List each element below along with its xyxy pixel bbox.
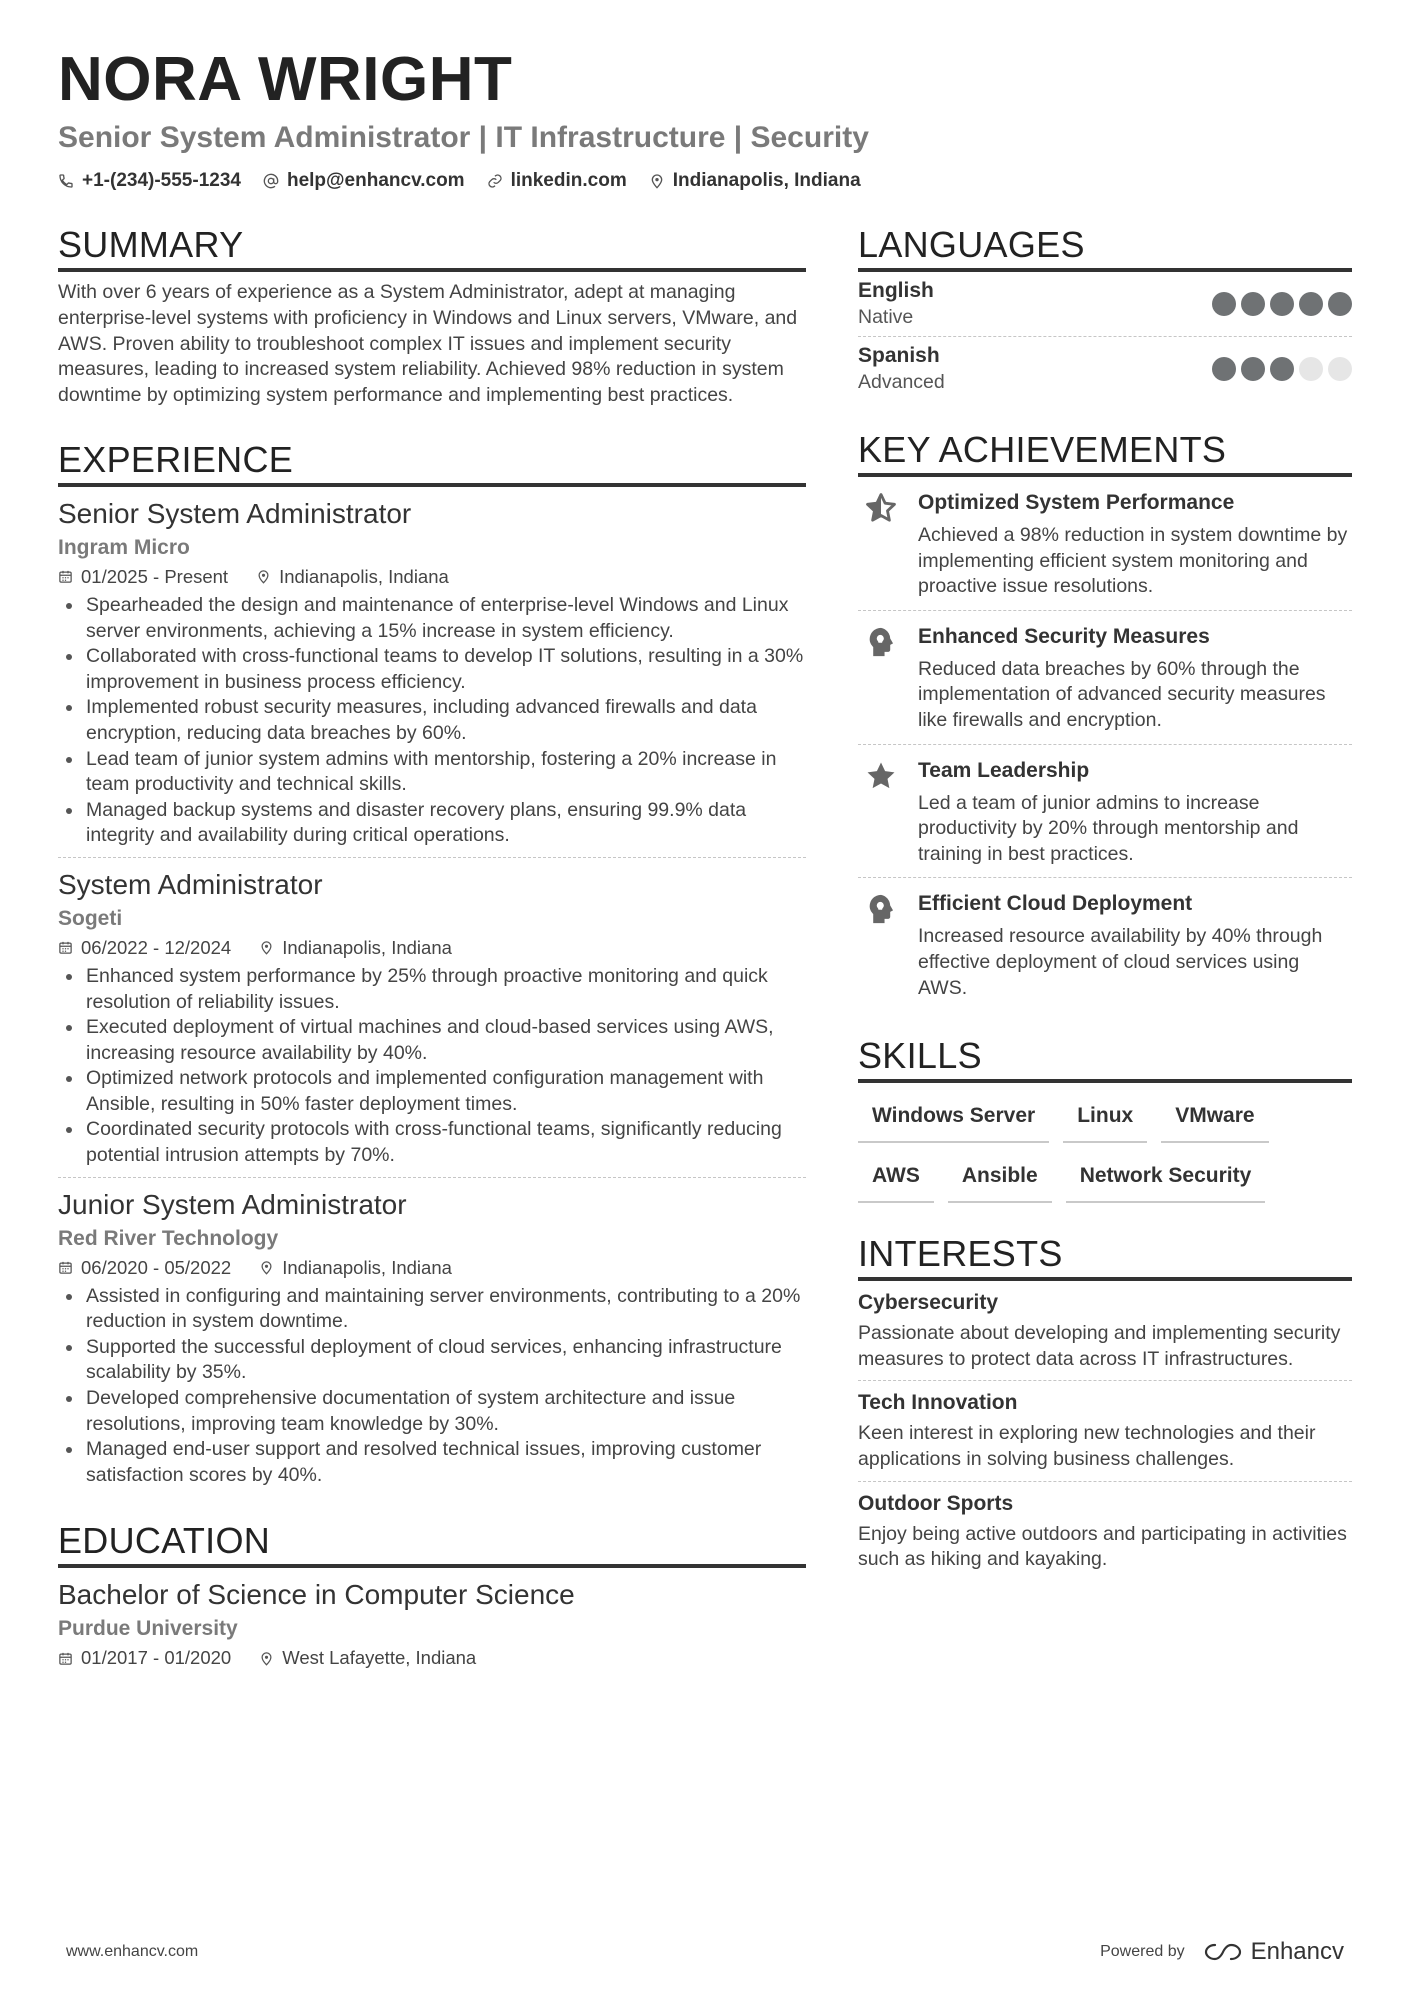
interests-section xyxy=(858,1233,1352,1581)
job-dates xyxy=(58,563,228,591)
achievement-title: Team Leadership xyxy=(918,758,1090,782)
powered-by-label: Powered by xyxy=(1100,1943,1185,1960)
company-name: Ingram Micro xyxy=(58,535,190,559)
skill-tag: Windows Server xyxy=(858,1097,1049,1143)
job-bullet: Coordinated security protocols with cross-functional teams, significantly reducing potential intrusion attempts by 70%. xyxy=(58,1117,806,1168)
language-level: Native xyxy=(858,306,914,328)
achievement-title: Optimized System Performance xyxy=(918,491,1235,514)
job-bullet: Developed comprehensive documentation of system architecture and issue resolutions, improving team knowledge by 30%. xyxy=(58,1386,806,1437)
interest-title: Outdoor Sports xyxy=(858,1491,1014,1515)
summary-section xyxy=(58,224,806,409)
achievement-title: Efficient Cloud Deployment xyxy=(918,892,1193,916)
left-column xyxy=(58,224,806,1680)
language-item xyxy=(858,272,1352,337)
job-dates xyxy=(58,1254,231,1282)
interest-desc: Keen interest in exploring new technologies and their applications in solving business challenges. xyxy=(858,1422,1316,1470)
achievement-desc: Achieved a 98% reduction in system downtime by implementing efficient system monitoring and proactive issue resolutions. xyxy=(918,524,1348,598)
skill-tag: Linux xyxy=(1063,1097,1147,1143)
job-location xyxy=(259,934,452,962)
summary-text: With over 6 years of experience as a System Administrator, adept at managing enterprise-level systems with proficiency in Windows and Linux servers, VMware, and AWS. Proven ability to troubleshoot complex IT issues and implement security measures, leading to increased system reliability. Achieved 98% reduction in system downtime by optimizing system performance and implementing best practices. xyxy=(58,281,798,407)
achievement-desc: Led a team of junior admins to increase productivity by 20% through mentorship and training in best practices. xyxy=(918,791,1299,865)
education-section xyxy=(58,1520,806,1680)
location-pin-icon xyxy=(256,569,271,584)
summary-heading: SUMMARY xyxy=(58,224,806,272)
location-pin-icon xyxy=(259,1651,274,1666)
job-bullets xyxy=(58,1284,806,1489)
rating-dot-empty xyxy=(1299,357,1323,381)
job-bullet: Collaborated with cross-functional teams to develop IT solutions, resulting in a 30% improvement in business process efficiency. xyxy=(58,644,806,695)
experience-section xyxy=(58,439,806,1496)
rating-dot-filled xyxy=(1299,292,1323,316)
job-dates xyxy=(58,934,231,962)
interests-heading: INTERESTS xyxy=(858,1233,1352,1281)
job-bullet: Managed backup systems and disaster recovery plans, ensuring 99.9% data integrity and availability during critical operations. xyxy=(58,798,806,849)
achievement-item xyxy=(858,477,1352,611)
job-title: Senior System Administrator xyxy=(58,497,412,529)
job-bullets xyxy=(58,593,806,849)
job-bullet: Optimized network protocols and implemented configuration management with Ansible, resulting in 50% faster deployment times. xyxy=(58,1066,806,1117)
star-outline-icon xyxy=(864,491,898,525)
head-brain-icon xyxy=(864,892,898,926)
job-title: System Administrator xyxy=(58,868,323,900)
linkedin-text: linkedin.com xyxy=(510,170,627,191)
skill-tag: AWS xyxy=(858,1157,934,1203)
job-meta xyxy=(58,934,806,962)
experience-entry xyxy=(58,487,806,858)
rating-dot-filled xyxy=(1270,357,1294,381)
job-bullet: Supported the successful deployment of cloud services, enhancing infrastructure scalability by 35%. xyxy=(58,1335,806,1386)
rating-dot-filled xyxy=(1328,292,1352,316)
degree-title: Bachelor of Science in Computer Science xyxy=(58,1579,575,1611)
location-pin-icon xyxy=(259,1260,274,1275)
job-bullet: Spearheaded the design and maintenance of enterprise-level Windows and Linux server environments, achieving a 15% increase in system efficiency. xyxy=(58,593,806,644)
calendar-icon xyxy=(58,569,73,584)
contact-location xyxy=(649,170,861,192)
achievement-item xyxy=(858,878,1352,1011)
right-column xyxy=(858,224,1352,1680)
education-location-text: West Lafayette, Indiana xyxy=(282,1647,477,1669)
languages-section xyxy=(858,224,1352,401)
job-location-text: Indianapolis, Indiana xyxy=(279,565,449,587)
brand-logo[interactable] xyxy=(1203,1938,1344,1966)
location-text: Indianapolis, Indiana xyxy=(672,170,861,191)
brand-name: Enhancv xyxy=(1250,1938,1344,1965)
interest-item xyxy=(858,1281,1352,1381)
candidate-name: NORA WRIGHT xyxy=(58,45,513,114)
skill-tag: Network Security xyxy=(1066,1157,1266,1203)
experience-heading: EXPERIENCE xyxy=(58,439,806,487)
job-dates-text: 06/2022 - 12/2024 xyxy=(81,936,232,958)
contact-phone[interactable] xyxy=(58,170,241,192)
job-bullet: Executed deployment of virtual machines and cloud-based services using AWS, increasing resource availability by 40%. xyxy=(58,1015,806,1066)
job-meta xyxy=(58,1254,806,1282)
at-icon xyxy=(263,173,279,189)
head-brain-icon xyxy=(864,625,898,659)
interest-item xyxy=(858,1381,1352,1481)
languages-heading: LANGUAGES xyxy=(858,224,1352,272)
job-bullet: Enhanced system performance by 25% through proactive monitoring and quick resolution of reliability issues. xyxy=(58,964,806,1015)
skill-tag: VMware xyxy=(1161,1097,1268,1143)
school-name: Purdue University xyxy=(58,1617,238,1641)
company-name: Sogeti xyxy=(58,906,123,930)
job-bullet: Managed end-user support and resolved technical issues, improving customer satisfaction scores by 40%. xyxy=(58,1437,806,1488)
language-rating xyxy=(1212,357,1352,381)
footer-website-link[interactable]: www.enhancv.com xyxy=(66,1943,199,1960)
job-bullet: Lead team of junior system admins with mentorship, fostering a 20% increase in team productivity and technical skills. xyxy=(58,747,806,798)
job-dates-text: 06/2020 - 05/2022 xyxy=(81,1256,232,1278)
language-level: Advanced xyxy=(858,371,945,393)
education-entry xyxy=(58,1568,806,1680)
language-item xyxy=(858,337,1352,401)
achievements-section xyxy=(858,429,1352,1011)
job-dates-text: 01/2025 - Present xyxy=(81,565,229,587)
job-location-text: Indianapolis, Indiana xyxy=(282,1256,452,1278)
company-name: Red River Technology xyxy=(58,1226,279,1250)
skill-tag: Ansible xyxy=(948,1157,1052,1203)
resume-columns xyxy=(58,224,1352,1680)
job-location-text: Indianapolis, Indiana xyxy=(282,936,452,958)
education-location xyxy=(259,1644,476,1672)
education-dates-text: 01/2017 - 01/2020 xyxy=(81,1647,232,1669)
interest-desc: Passionate about developing and implementing security measures to protect data across IT infrastructures. xyxy=(858,1322,1341,1370)
rating-dot-filled xyxy=(1212,357,1236,381)
contact-linkedin[interactable] xyxy=(487,170,627,192)
education-meta xyxy=(58,1644,806,1672)
email-text: help@enhancv.com xyxy=(286,170,465,191)
job-bullets xyxy=(58,964,806,1169)
achievement-desc: Increased resource availability by 40% through effective deployment of cloud services using AWS. xyxy=(918,925,1323,999)
contact-email[interactable] xyxy=(263,170,465,192)
job-location xyxy=(256,563,449,591)
location-pin-icon xyxy=(259,940,274,955)
interest-title: Tech Innovation xyxy=(858,1391,1018,1415)
phone-icon xyxy=(58,173,74,189)
powered-by xyxy=(1100,1938,1344,1966)
education-heading: EDUCATION xyxy=(58,1520,806,1568)
star-filled-icon xyxy=(864,759,898,793)
skills-section xyxy=(858,1035,1352,1203)
achievement-title: Enhanced Security Measures xyxy=(918,624,1210,648)
experience-entry xyxy=(58,858,806,1178)
achievement-item xyxy=(858,611,1352,745)
link-icon xyxy=(487,173,503,189)
contact-bar xyxy=(58,168,1352,194)
calendar-icon xyxy=(58,1260,73,1275)
candidate-title: Senior System Administrator | IT Infrastructure | Security xyxy=(58,121,869,154)
interest-desc: Enjoy being active outdoors and participating in activities such as hiking and kayaking. xyxy=(858,1522,1347,1571)
job-location xyxy=(259,1254,452,1282)
rating-dot-filled xyxy=(1241,357,1265,381)
language-name: English xyxy=(858,279,934,302)
resume-header xyxy=(58,42,1352,194)
rating-dot-empty xyxy=(1328,357,1352,381)
skills-heading: SKILLS xyxy=(858,1035,1352,1083)
language-name: Spanish xyxy=(858,344,940,367)
rating-dot-filled xyxy=(1241,292,1265,316)
skills-list xyxy=(858,1097,1352,1203)
location-pin-icon xyxy=(649,173,665,189)
job-bullet: Implemented robust security measures, including advanced firewalls and data encryption, reducing data breaches by 60%. xyxy=(58,695,806,746)
rating-dot-filled xyxy=(1212,292,1236,316)
achievement-desc: Reduced data breaches by 60% through the implementation of advanced security measures like firewalls and encryption. xyxy=(918,657,1326,731)
calendar-icon xyxy=(58,1651,73,1666)
job-bullet: Assisted in configuring and maintaining server environments, contributing to a 20% reduction in system downtime. xyxy=(58,1284,806,1335)
interest-item xyxy=(858,1482,1352,1581)
job-title: Junior System Administrator xyxy=(58,1188,407,1220)
interest-title: Cybersecurity xyxy=(858,1291,999,1315)
calendar-icon xyxy=(58,940,73,955)
rating-dot-filled xyxy=(1270,292,1294,316)
education-dates xyxy=(58,1644,231,1672)
language-rating xyxy=(1212,292,1352,316)
phone-text: +1-(234)-555-1234 xyxy=(82,170,241,191)
page-footer xyxy=(66,1938,1344,1966)
experience-entry xyxy=(58,1178,806,1497)
job-meta xyxy=(58,563,806,591)
enhancv-logo-icon xyxy=(1203,1941,1243,1963)
achievements-heading: KEY ACHIEVEMENTS xyxy=(858,429,1352,477)
achievement-item xyxy=(858,745,1352,879)
